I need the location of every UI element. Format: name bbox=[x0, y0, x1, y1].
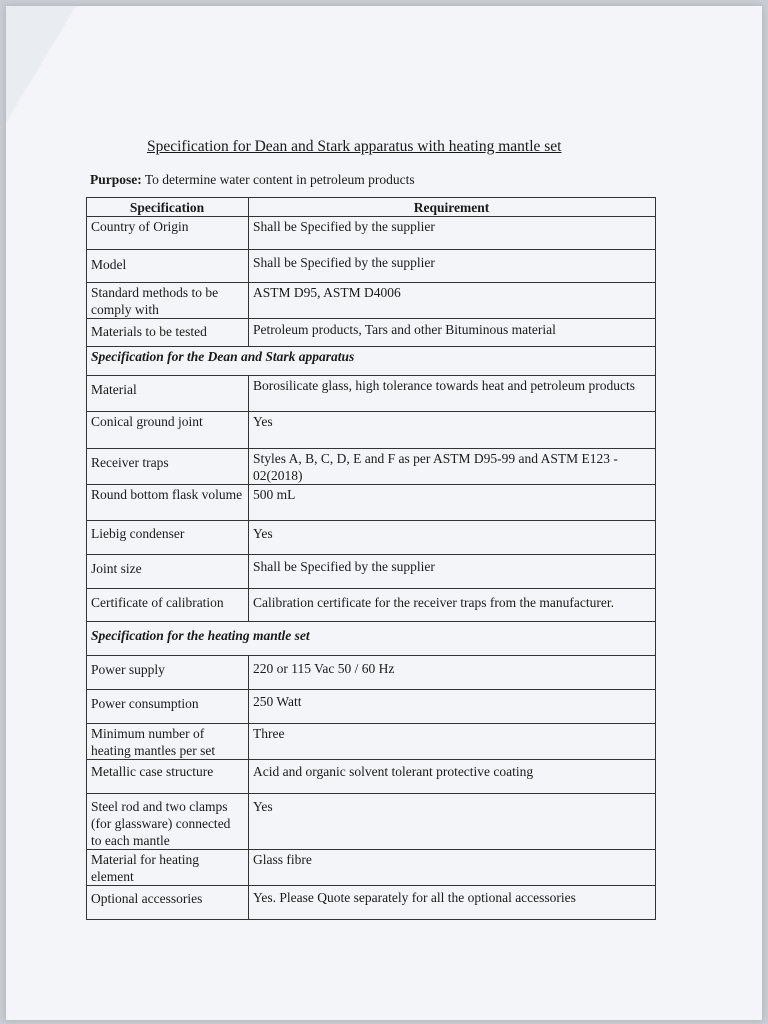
req-cell: Yes. Please Quote separately for all the optional accessories bbox=[249, 886, 656, 920]
spec-cell: Material bbox=[87, 376, 249, 412]
table-row bbox=[87, 250, 656, 283]
spec-cell: Joint size bbox=[87, 555, 249, 589]
purpose-line bbox=[90, 172, 415, 188]
table-row bbox=[87, 656, 656, 690]
req-cell: 500 mL bbox=[249, 485, 656, 521]
table-row bbox=[87, 412, 656, 449]
spec-cell: Round bottom flask volume bbox=[87, 485, 249, 521]
spec-cell: Power supply bbox=[87, 656, 249, 690]
spec-cell: Power consumption bbox=[87, 690, 249, 724]
header-requirement: Requirement bbox=[249, 198, 656, 217]
purpose-text: To determine water content in petroleum products bbox=[141, 172, 415, 187]
document-title: Specification for Dean and Stark apparatus with heating mantle set bbox=[147, 138, 562, 155]
req-cell: Petroleum products, Tars and other Bituminous material bbox=[249, 319, 656, 347]
section-row-mantle bbox=[87, 622, 656, 656]
spec-cell: Certificate of calibration bbox=[87, 589, 249, 622]
req-cell: Yes bbox=[249, 412, 656, 449]
table-row bbox=[87, 449, 656, 485]
purpose-label: Purpose: bbox=[90, 172, 142, 187]
req-cell: ASTM D95, ASTM D4006 bbox=[249, 283, 656, 319]
table-row bbox=[87, 724, 656, 760]
table-row bbox=[87, 319, 656, 347]
req-cell: Shall be Specified by the supplier bbox=[249, 250, 656, 283]
req-cell: Styles A, B, C, D, E and F as per ASTM D95-99 and ASTM E123 - 02(2018) bbox=[249, 449, 656, 485]
spec-cell: Minimum number of heating mantles per set bbox=[87, 724, 249, 760]
req-cell: Borosilicate glass, high tolerance towards heat and petroleum products bbox=[249, 376, 656, 412]
table-row bbox=[87, 376, 656, 412]
spec-cell: Conical ground joint bbox=[87, 412, 249, 449]
spec-cell: Receiver traps bbox=[87, 449, 249, 485]
header-specification: Specification bbox=[87, 198, 249, 217]
section-row-apparatus bbox=[87, 347, 656, 376]
spec-cell: Metallic case structure bbox=[87, 760, 249, 794]
section-title-apparatus: Specification for the Dean and Stark apparatus bbox=[87, 347, 656, 376]
section-title-mantle: Specification for the heating mantle set bbox=[87, 622, 656, 656]
spec-cell: Steel rod and two clamps (for glassware) connected to each mantle bbox=[87, 794, 249, 850]
req-cell: Yes bbox=[249, 794, 656, 850]
spec-cell: Materials to be tested bbox=[87, 319, 249, 347]
table-row bbox=[87, 485, 656, 521]
spec-cell: Standard methods to be comply with bbox=[87, 283, 249, 319]
spec-cell: Material for heating element bbox=[87, 850, 249, 886]
table-row bbox=[87, 589, 656, 622]
req-cell: Glass fibre bbox=[249, 850, 656, 886]
spec-cell: Country of Origin bbox=[87, 217, 249, 250]
table-row bbox=[87, 521, 656, 555]
table-row bbox=[87, 760, 656, 794]
table-row bbox=[87, 690, 656, 724]
table-row bbox=[87, 794, 656, 850]
table-row bbox=[87, 217, 656, 250]
table-header-row bbox=[87, 198, 656, 217]
req-cell: Shall be Specified by the supplier bbox=[249, 217, 656, 250]
req-cell: Three bbox=[249, 724, 656, 760]
table-row bbox=[87, 850, 656, 886]
req-cell: 250 Watt bbox=[249, 690, 656, 724]
req-cell: Calibration certificate for the receiver traps from the manufacturer. bbox=[249, 589, 656, 622]
table-row bbox=[87, 555, 656, 589]
table-row bbox=[87, 283, 656, 319]
spec-cell: Liebig condenser bbox=[87, 521, 249, 555]
req-cell: 220 or 115 Vac 50 / 60 Hz bbox=[249, 656, 656, 690]
req-cell: Acid and organic solvent tolerant protective coating bbox=[249, 760, 656, 794]
specification-table bbox=[86, 197, 656, 920]
spec-cell: Optional accessories bbox=[87, 886, 249, 920]
req-cell: Shall be Specified by the supplier bbox=[249, 555, 656, 589]
folded-corner bbox=[6, 6, 78, 124]
spec-cell: Model bbox=[87, 250, 249, 283]
table-row bbox=[87, 886, 656, 920]
req-cell: Yes bbox=[249, 521, 656, 555]
